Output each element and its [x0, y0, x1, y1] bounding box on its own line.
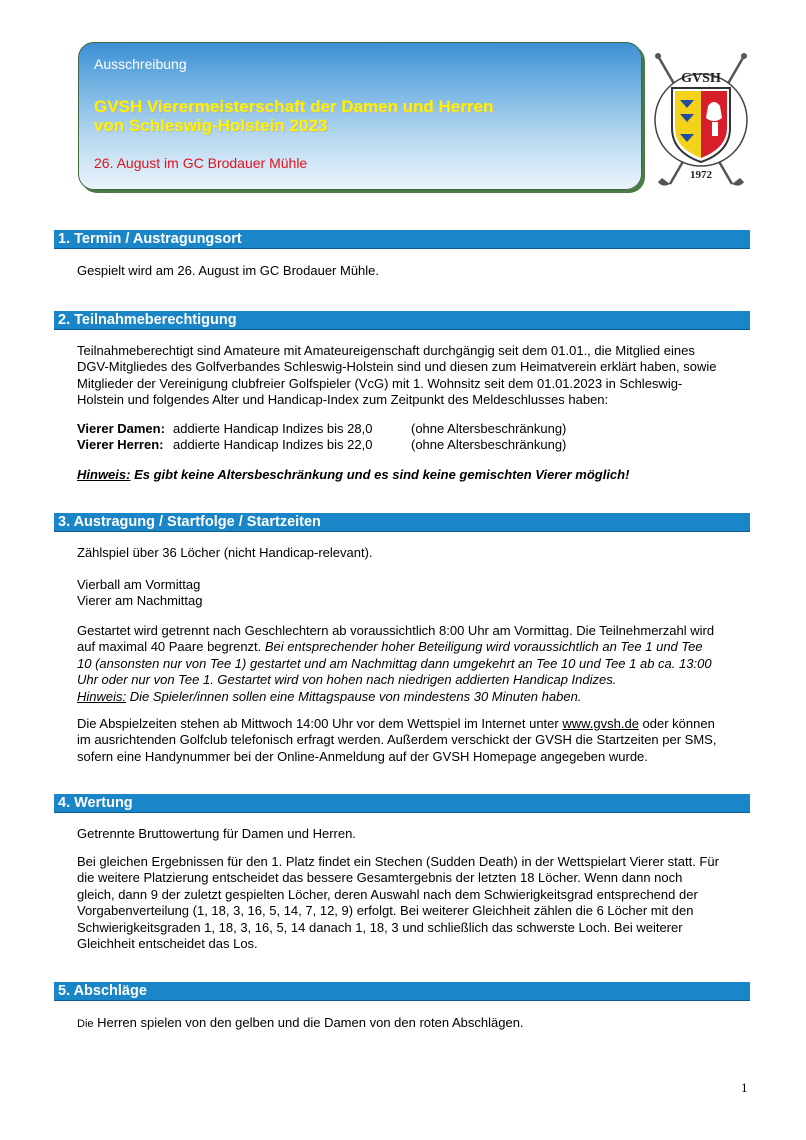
section-heading-wertung: 4. Wertung [54, 794, 750, 813]
section3-p2: Vierball am Vormittag Vierer am Nachmittag [77, 577, 203, 609]
svg-text:GVSH: GVSH [681, 71, 721, 86]
header-title [94, 97, 634, 135]
section-heading-termin: 1. Termin / Austragungsort [54, 230, 750, 249]
page-number: 1 [741, 1080, 748, 1095]
section-heading-teilnahme: 2. Teilnahmeberechtigung [54, 311, 750, 330]
header-subtitle: Ausschreibung [94, 56, 187, 72]
section4-p2: Bei gleichen Ergebnissen für den 1. Platz findet ein Stechen (Sudden Death) in der Wettspielart Vierer statt. Für die weitere Platzierung entscheidet das bessere Gesamtergebnis der letzten 18 Löcher. Wenn dann noch gleich, dann 9 der zuletzt gespielten Löcher, deren Auswahl nach dem Schwierigkeitsgrad entsprechend der Vorgabenverteilung (1, 18, 3, 16, 5, 14, 7, 12, 9) erfolgt. Bei weiterer Gleichheit zählen die 6 Löcher mit den Schwierigkeitsgraden 1, 18, 3, 16, 5, 14 danach 1, 18, 3 und schließlich das schwerste Loch. Bei weiterer Gleichheit entscheidet das Los. [77, 854, 719, 952]
section2-hint: Hinweis: Es gibt keine Altersbeschränkung und es sind keine gemischten Vierer möglich! [77, 467, 630, 482]
section4-p1: Getrennte Bruttowertung für Damen und Herren. [77, 826, 356, 841]
gvsh-crest-golf-clubs-icon [648, 48, 754, 196]
section3-p1: Zählspiel über 36 Löcher (nicht Handicap-relevant). [77, 545, 373, 560]
section2-paragraph: Teilnahmeberechtigt sind Amateure mit Amateureigenschaft durchgängig seit dem 01.01., die Mitglied eines DGV-Mitgliedes des Golfverbandes Schleswig-Holstein sind und diesen zum Heimatverein erklärt haben, sowie Mitglieder der Vereinigung clubfreier Golfspieler (VcG) mit 1. Wohnsitz seit dem 01.01.2023 in Schleswig- Holstein und folgendes Alter und Handicap-Index zum Zeitpunkt des Meldeschlusses haben: [77, 343, 717, 408]
section1-text: Gespielt wird am 26. August im GC Brodauer Mühle. [77, 263, 380, 278]
gvsh-website-link[interactable]: www.gvsh.de [562, 716, 639, 731]
eligibility-row-herren: Vierer Herren: addierte Handicap Indizes bis 22,0 (ohne Altersbeschränkung) [77, 437, 567, 452]
section3-p4: Die Abspielzeiten stehen ab Mittwoch 14:00 Uhr vor dem Wettspiel im Internet unter www.gvsh.de oder können im ausrichtenden Golfclub telefonisch erfragt werden. Außerdem verschickt der GVSH die Startzeiten per SMS, sofern eine Handynummer bei der Online-Anmeldung auf der GVSH Homepage angegeben wurde. [77, 716, 717, 764]
section3-p3: Gestartet wird getrennt nach Geschlechtern ab voraussichtlich 8:00 Uhr am Vormittag. Die Teilnehmerzahl wird auf maximal 40 Paare begrenzt. Bei entsprechender hoher Beteiligung wird voraussichtlich an Tee 1 und Tee 10 (ansonsten nur von Tee 1) gestartet und am Nachmittag dann umgekehrt an Tee 10 und Tee 1 ab ca. 13:00 Uhr oder nur von Tee 1. Gestartet wird von hohen nach niedrigen addierten Handicap Indizes. Hinweis: Die Spieler/innen sollen eine Mittagspause von mindestens 30 Minuten haben. [77, 623, 715, 704]
eligibility-row-damen: Vierer Damen: addierte Handicap Indizes bis 28,0 (ohne Altersbeschränkung) [77, 421, 567, 436]
header-date: 26. August im GC Brodauer Mühle [94, 155, 308, 171]
header-banner [78, 42, 642, 190]
header-title-line2: von Schleswig-Holstein 2023 [94, 116, 328, 135]
gvsh-logo [648, 48, 754, 196]
section-heading-abschlaege: 5. Abschläge [54, 982, 750, 1001]
section-heading-austragung: 3. Austragung / Startfolge / Startzeiten [54, 513, 750, 532]
svg-text:1972: 1972 [690, 169, 712, 181]
section5-text: Die Herren spielen von den gelben und die Damen von den roten Abschlägen. [77, 1015, 524, 1030]
header-title-line1: GVSH Vierermeisterschaft der Damen und Herren [94, 97, 494, 116]
